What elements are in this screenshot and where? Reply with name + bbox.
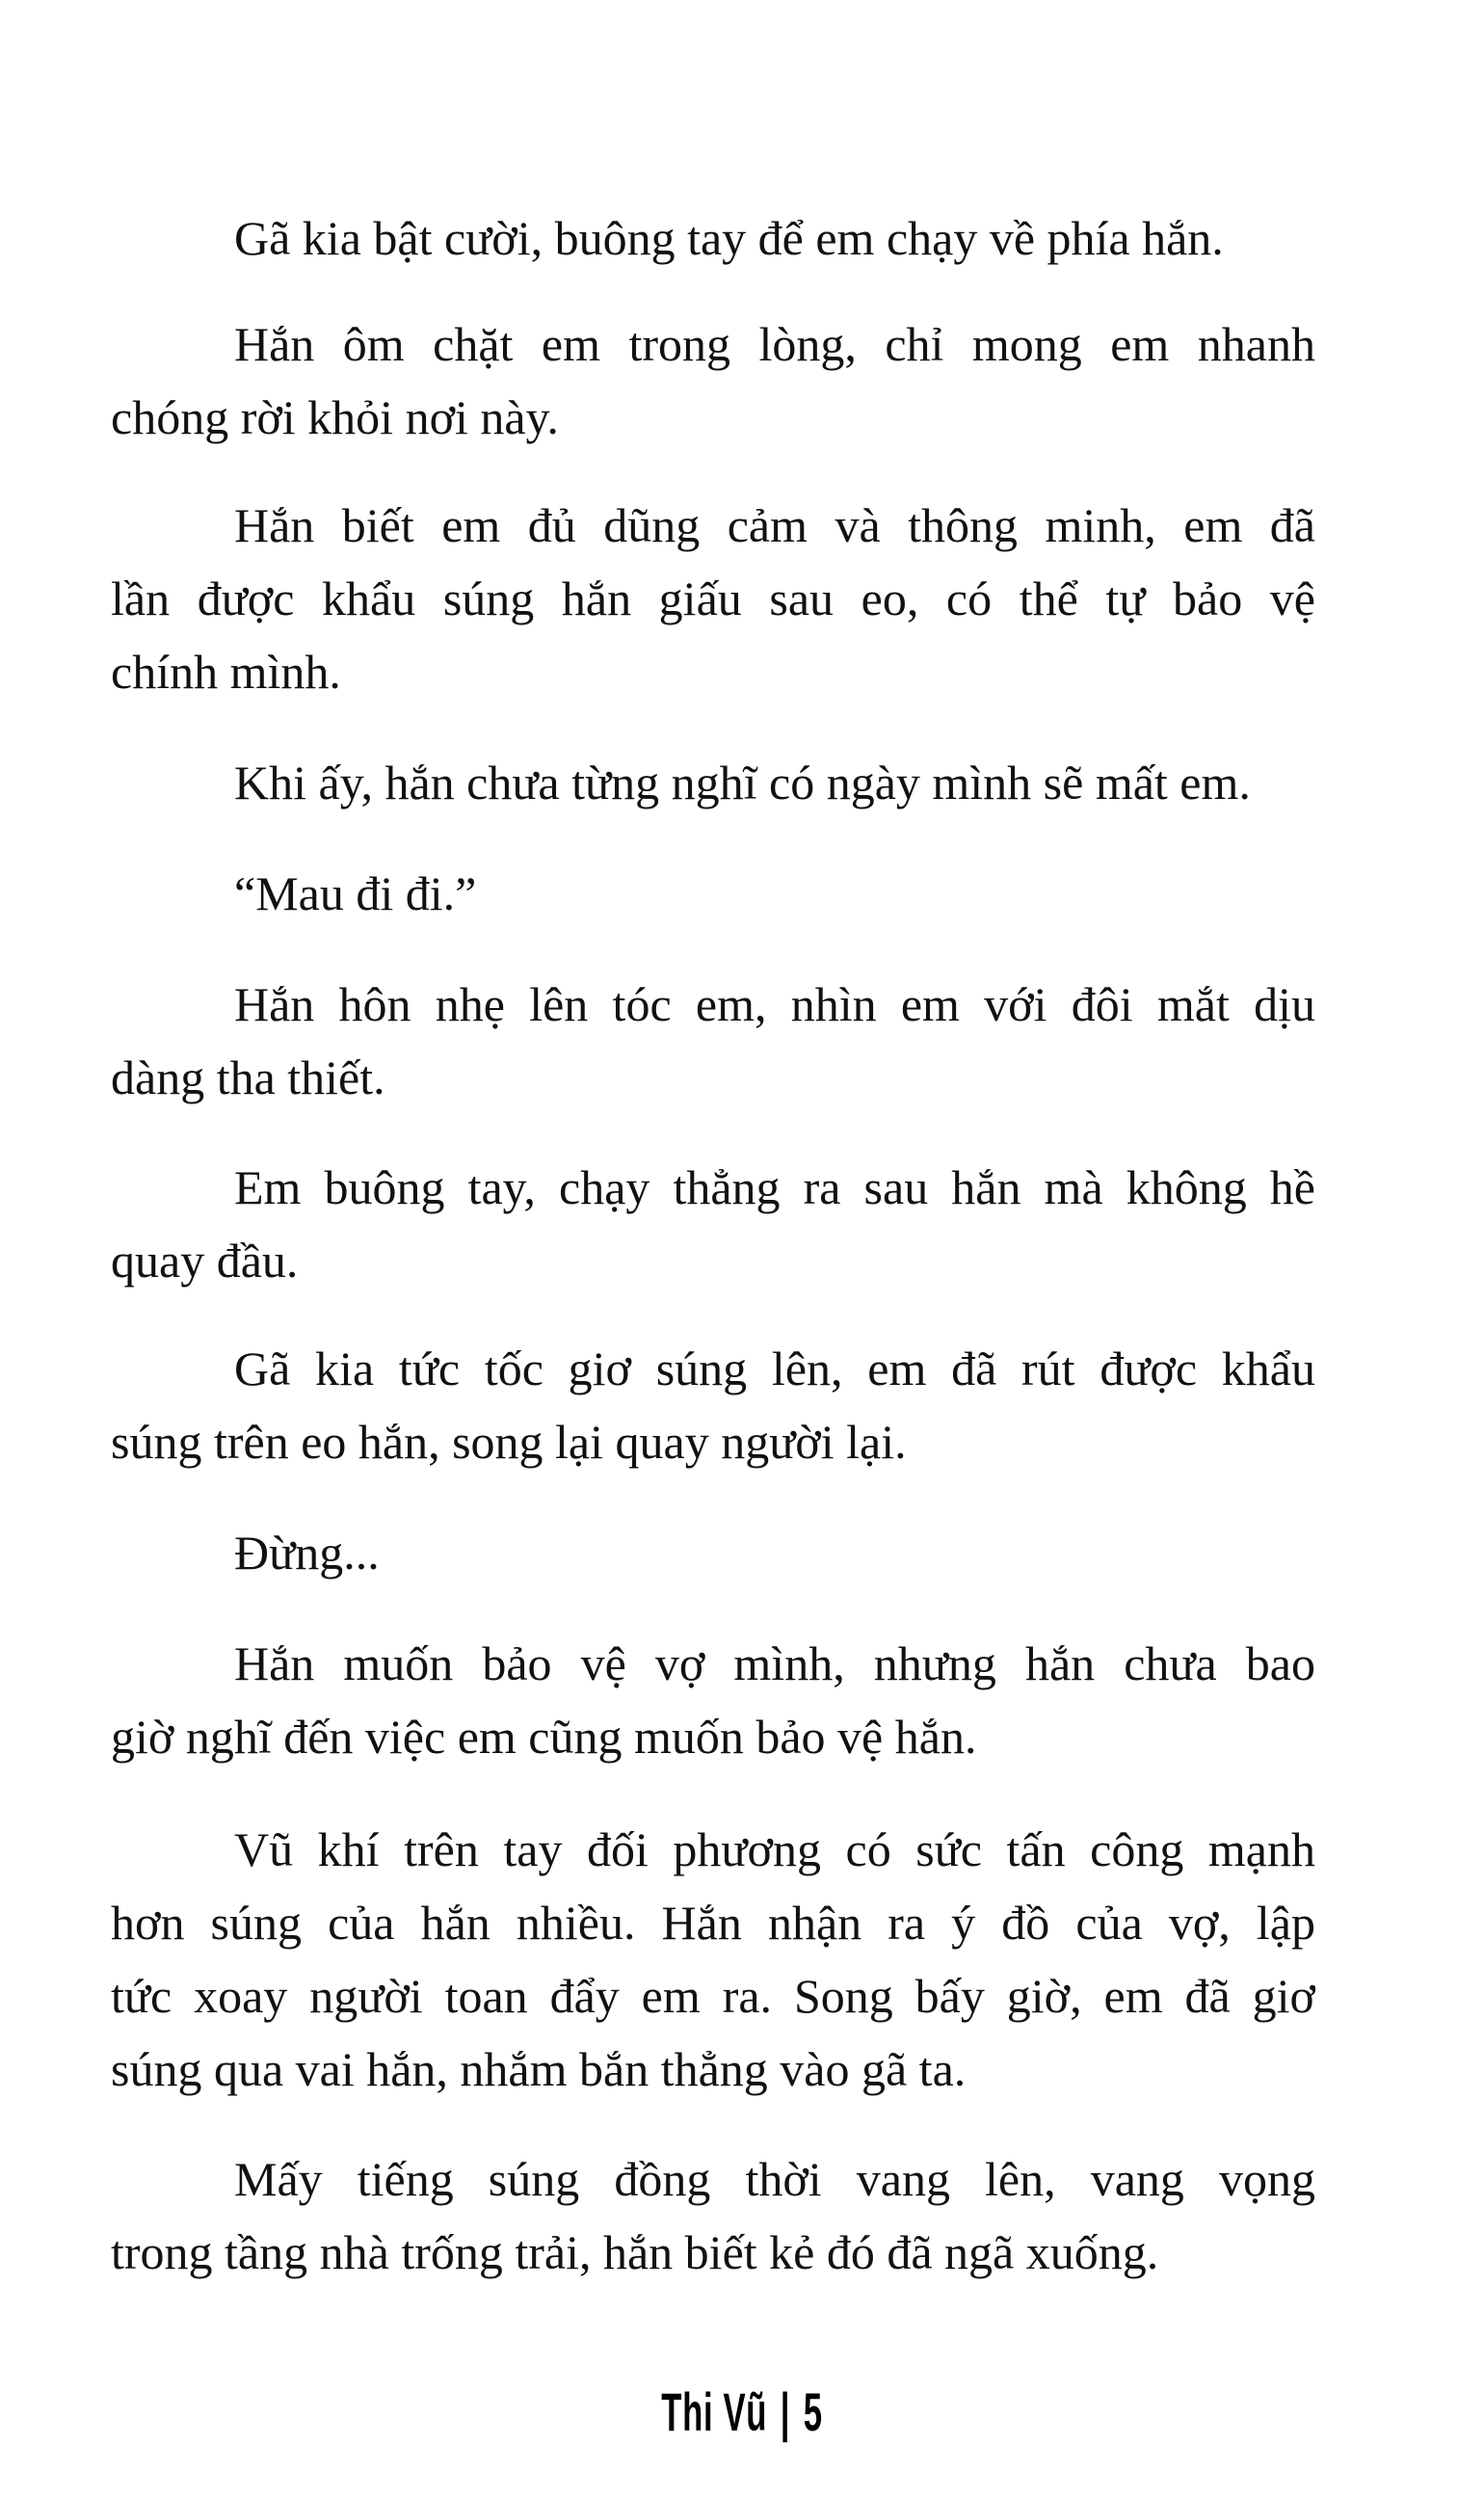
text-line: hơn súng của hắn nhiều. Hắn nhận ra ý đồ của vợ, lập [111,1896,1315,1950]
text-line: chóng rời khỏi nơi này. [111,390,559,444]
paragraph [111,2142,1315,2289]
text-line: tức xoay người toan đẩy em ra. Song bấy giờ, em đã giơ [111,1969,1315,2023]
text-line: Hắn muốn bảo vệ vợ mình, nhưng hắn chưa bao [234,1636,1315,1690]
text-line: giờ nghĩ đến việc em cũng muốn bảo vệ hắn. [111,1710,977,1764]
paragraph [111,746,1315,819]
footer-separator: | [780,2381,791,2442]
text-line: Đừng... [234,1526,380,1580]
text-line: Em buông tay, chạy thẳng ra sau hắn mà không hề [234,1160,1315,1214]
text-line: chính mình. [111,645,341,699]
page-number: 5 [803,2381,823,2442]
paragraph [111,1627,1315,1773]
text-line: Hắn biết em đủ dũng cảm và thông minh, em đã [234,498,1315,552]
text-line: dàng tha thiết. [111,1050,385,1104]
paragraph [111,1332,1315,1478]
page-footer [0,2380,1484,2443]
text-line: quay đầu. [111,1234,299,1288]
paragraph [111,489,1315,708]
text-line: Hắn ôm chặt em trong lòng, chỉ mong em nhanh [234,317,1315,371]
author-name: Thi Vũ [661,2381,768,2442]
paragraph [111,968,1315,1114]
text-line: súng qua vai hắn, nhắm bắn thẳng vào gã ta. [111,2042,967,2096]
text-line: súng trên eo hắn, song lại quay người lại. [111,1415,907,1469]
text-line: trong tầng nhà trống trải, hắn biết kẻ đó đã ngã xuống. [111,2225,1159,2279]
paragraph [111,307,1315,454]
text-line: Hắn hôn nhẹ lên tóc em, nhìn em với đôi mắt dịu [234,977,1315,1031]
text-line: Gã kia tức tốc giơ súng lên, em đã rút được khẩu [234,1342,1315,1395]
text-line: “Mau đi đi.” [234,866,477,920]
text-line: Vũ khí trên tay đối phương có sức tấn công mạnh [234,1822,1315,1876]
paragraph [111,1813,1315,2106]
paragraph [111,201,1315,275]
text-line: Gã kia bật cười, buông tay để em chạy về phía hắn. [234,211,1224,265]
text-line: Mấy tiếng súng đồng thời vang lên, vang vọng [234,2152,1315,2206]
text-line: Khi ấy, hắn chưa từng nghĩ có ngày mình sẽ mất em. [234,756,1251,810]
paragraph [111,857,1315,930]
text-line: lần được khẩu súng hắn giấu sau eo, có thể tự bảo vệ [111,571,1315,625]
paragraph [111,1516,1315,1589]
paragraph [111,1151,1315,1297]
